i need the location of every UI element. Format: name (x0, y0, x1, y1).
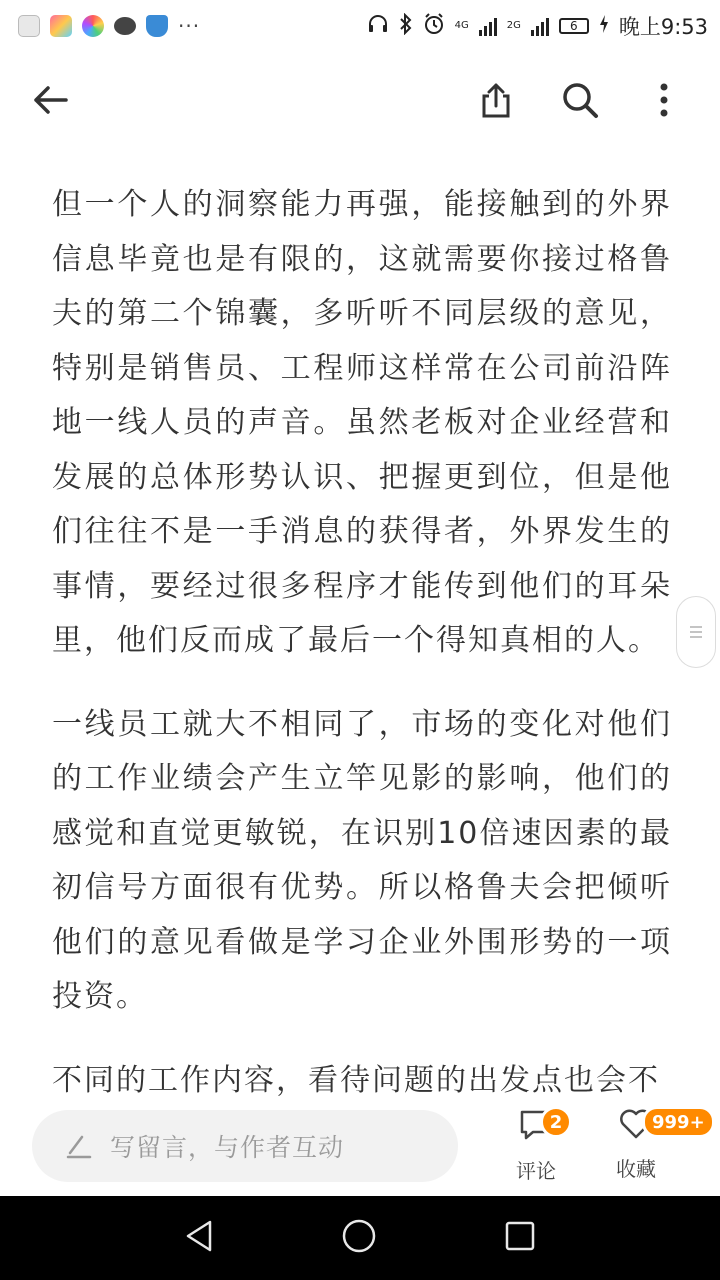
status-bar (0, 0, 720, 52)
favorite-button[interactable] (596, 1108, 705, 1182)
chat-bubble-icon (114, 17, 136, 35)
nav-back-icon[interactable] (184, 1219, 214, 1257)
share-icon[interactable] (476, 80, 516, 120)
app-bar-actions (476, 80, 684, 120)
signal-2g-icon (531, 16, 549, 36)
fast-scroll-handle[interactable] (676, 596, 716, 668)
app-bar (0, 52, 720, 148)
comment-label: 评论 (516, 1159, 556, 1183)
status-notifications (18, 14, 200, 38)
back-arrow-icon[interactable] (30, 80, 70, 120)
article-body (52, 178, 672, 1137)
alarm-icon (423, 13, 445, 39)
gallery-app-icon (50, 15, 72, 37)
nav-home-icon[interactable] (341, 1218, 377, 1258)
pen-icon (66, 1133, 92, 1159)
more-vert-icon[interactable] (644, 80, 684, 120)
comment-placeholder: 写留言，与作者互动 (110, 1133, 345, 1162)
battery-icon: 6 (559, 18, 589, 34)
search-icon[interactable] (560, 80, 600, 120)
system-nav-bar (0, 1196, 720, 1280)
favorite-label: 收藏 (616, 1157, 656, 1181)
nav-recents-icon[interactable] (504, 1220, 536, 1256)
charging-icon (599, 15, 609, 37)
comment-input[interactable] (32, 1110, 458, 1182)
drag-lines-icon (689, 625, 703, 639)
favorite-count-badge: 999+ (642, 1106, 715, 1138)
article-paragraph-1: 但一个人的洞察能力再强，能接触到的外界信息毕竟也是有限的，这就需要你接过格鲁夫的第二个锦囊，多听听不同层级的意见，特别是销售员、工程师这样常在公司前沿阵地一线人员的声音。虽然老板对企业经营和发展的总体形势认识、把握更到位，但是他们往往不是一手消息的获得者，外界发生的事情，要经过很多程序才能传到他们的耳朵里，他们反而成了最后一个得知真相的人。 (52, 187, 672, 658)
color-wheel-app-icon (82, 15, 104, 37)
status-clock: 晚上9:53 (618, 15, 708, 39)
headset-icon (367, 14, 389, 38)
network-2g-label: 2G (506, 20, 521, 31)
network-4g-label: 4G (454, 20, 469, 31)
comment-count-badge: 2 (540, 1106, 572, 1138)
bottom-action-bar (0, 1100, 720, 1196)
article-paragraph-2: 一线员工就大不相同了，市场的变化对他们的工作业绩会产生立竿见影的影响，他们的感觉和直觉更敏锐，在识别10倍速因素的最初信号方面很有优势。所以格鲁夫会把倾听他们的意见看做是学习企业外围形势的一项投资。 (52, 706, 672, 1014)
bluetooth-icon (399, 13, 413, 39)
signal-4g-icon (479, 16, 497, 36)
status-system (367, 11, 708, 41)
article-paragraph-3: 不同的工作内容，看待问题的出发点也会不 (52, 1062, 660, 1098)
comment-button[interactable] (496, 1108, 576, 1184)
school-badge-icon (18, 15, 40, 37)
more-notifications-icon: ··· (178, 14, 201, 38)
shield-app-icon (146, 15, 168, 37)
